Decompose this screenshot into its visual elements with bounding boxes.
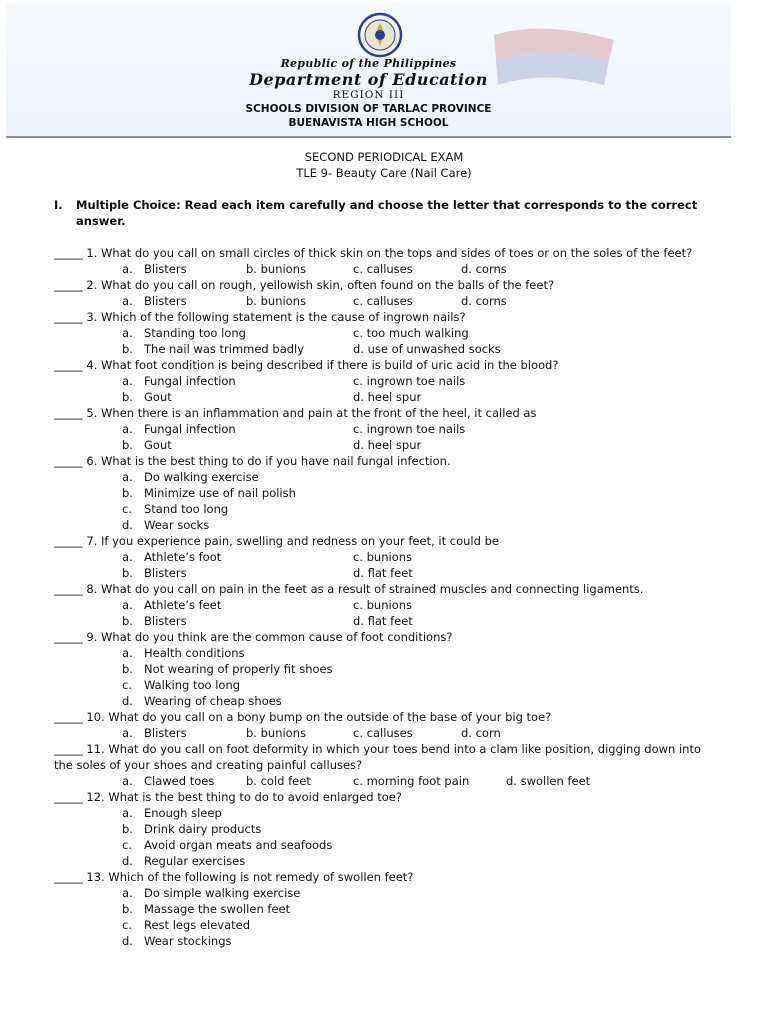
option-letter: b. [122,566,133,580]
exam-subject: TLE 9- Beauty Care (Nail Care) [296,166,472,180]
instructions-text: Multiple Choice: Read each item carefully and choose the letter that corresponds to the correct answer. [76,198,698,228]
option-letter: d. [122,694,133,708]
answer-options [54,373,719,405]
answer-options [54,261,719,277]
answer-option [54,485,719,501]
answer-option [246,773,311,789]
option-text: Rest legs elevated [144,918,251,932]
option-letter: a. [122,646,133,660]
republic-heading: Republic of the Philippines [280,57,457,70]
answer-option [353,773,469,789]
answer-option [54,501,719,517]
option-row [54,565,719,581]
option-text: Stand too long [144,502,229,516]
option-letter: a. [122,374,133,388]
option-letter: a. [122,726,133,740]
option-text: Fungal infection [144,422,236,436]
option-text: Gout [144,390,172,404]
option-row [54,293,719,309]
option-letter: b. [122,342,133,356]
option-letter: d. [122,518,133,532]
option-text: d. corns [461,262,507,276]
answer-option [122,325,246,341]
answer-option [122,341,304,357]
option-text: b. cold feet [246,774,311,788]
answer-option [353,261,413,277]
answer-options [54,885,719,949]
option-row [54,261,719,277]
answer-option [353,549,412,565]
option-text: Minimize use of nail polish [144,486,296,500]
option-text: c. calluses [353,294,413,308]
option-text: c. calluses [353,726,413,740]
question-text: _____ 10. What do you call on a bony bump on the outside of the base of your big toe? [54,710,552,724]
option-letter: a. [122,470,133,484]
answer-option [122,293,187,309]
division-heading: SCHOOLS DIVISION OF TARLAC PROVINCE [245,103,492,115]
answer-option [353,565,413,581]
answer-option [54,805,719,821]
answer-options [54,549,719,581]
answer-option [353,373,465,389]
answer-option [54,821,719,837]
question-item [54,789,719,869]
answer-option [353,421,465,437]
question-item [54,245,719,277]
option-letter: a. [122,262,133,276]
option-letter: b. [122,390,133,404]
question-item [54,357,719,405]
section-number: I. [54,198,63,212]
option-letter: a. [122,598,133,612]
question-item [54,405,719,453]
option-text: c. bunions [353,598,413,612]
question-item [54,709,719,741]
option-text: Health conditions [144,646,245,660]
option-text: b. bunions [246,262,306,276]
question-text: _____ 5. When there is an inflammation and pain at the front of the heel, it called as [54,406,537,420]
answer-option [122,549,221,565]
option-text: c. too much walking [353,326,469,340]
option-letter: d. [122,854,133,868]
answer-option [54,837,719,853]
option-row [54,421,719,437]
question-text: _____ 9. What do you think are the common cause of foot conditions? [54,630,453,644]
question-item [54,309,719,357]
answer-options [54,325,719,357]
option-text: Enough sleep [144,806,222,820]
answer-option [54,693,719,709]
answer-options [54,469,719,533]
exam-title: SECOND PERIODICAL EXAM [304,150,464,164]
answer-option [353,293,413,309]
header-divider [6,136,731,138]
answer-option [122,597,221,613]
option-row [54,389,719,405]
option-text: d. flat feet [353,614,413,628]
answer-option [461,725,501,741]
answer-option [122,613,187,629]
option-row [54,341,719,357]
option-text: c. ingrown toe nails [353,422,466,436]
option-text: Do simple walking exercise [144,886,301,900]
option-letter: b. [122,438,133,452]
question-text: _____ 6. What is the best thing to do if you have nail fungal infection. [54,454,451,468]
answer-option [122,373,236,389]
department-heading: Department of Education [249,70,488,89]
option-row [54,597,719,613]
answer-option [54,917,719,933]
option-text: Do walking exercise [144,470,259,484]
question-item [54,741,719,789]
option-text: b. bunions [246,726,306,740]
option-text: c. morning foot pain [353,774,470,788]
option-text: Athlete’s foot [144,550,222,564]
option-letter: b. [122,662,133,676]
option-letter: c. [122,838,132,852]
answer-option [353,341,501,357]
answer-option [54,661,719,677]
answer-option [54,469,719,485]
answer-option [54,853,719,869]
question-item [54,629,719,709]
question-item [54,453,719,533]
option-text: c. calluses [353,262,413,276]
option-text: Blisters [144,614,187,628]
option-text: Walking too long [144,678,241,692]
option-letter: a. [122,886,133,900]
answer-option [353,437,421,453]
letterhead [6,3,731,138]
option-text: d. swollen feet [506,774,591,788]
option-text: Standing too long [144,326,246,340]
option-text: Clawed toes [144,774,215,788]
option-text: Blisters [144,262,187,276]
option-row [54,325,719,341]
answer-option [122,773,214,789]
option-text: d. use of unwashed socks [353,342,501,356]
option-row [54,373,719,389]
option-row [54,549,719,565]
answer-option [122,437,172,453]
option-letter: d. [122,934,133,948]
option-text: Drink dairy products [144,822,262,836]
answer-option [54,677,719,693]
option-row [54,437,719,453]
answer-option [122,725,187,741]
answer-option [122,421,236,437]
answer-option [353,725,413,741]
option-text: d. corn [461,726,501,740]
answer-option [461,293,507,309]
question-list [54,245,719,949]
question-text: _____ 1. What do you call on small circles of thick skin on the tops and sides of toes or on the soles of the feet? [54,246,693,260]
option-text: Fungal infection [144,374,236,388]
option-letter: b. [122,902,133,916]
region-heading: REGION III [332,89,405,101]
option-letter: b. [122,614,133,628]
option-text: Wear stockings [144,934,232,948]
option-text: d. heel spur [353,438,422,452]
answer-option [246,293,306,309]
answer-options [54,725,719,741]
deped-seal-icon [357,12,403,58]
question-item [54,533,719,581]
section-instructions [54,197,714,229]
option-text: d. corns [461,294,507,308]
question-item [54,277,719,309]
question-item [54,581,719,629]
answer-option [353,597,412,613]
option-letter: c. [122,918,132,932]
option-letter: a. [122,550,133,564]
answer-option [353,389,421,405]
option-text: Not wearing of properly fit shoes [144,662,333,676]
option-letter: c. [122,678,132,692]
option-text: Wearing of cheap shoes [144,694,282,708]
option-row [54,613,719,629]
answer-option [461,261,507,277]
question-text: _____ 12. What is the best thing to do to avoid enlarged toe? [54,790,402,804]
answer-option [246,261,306,277]
question-text: _____ 13. Which of the following is not remedy of swollen feet? [54,870,414,884]
option-letter: b. [122,822,133,836]
option-text: Athlete’s feet [144,598,222,612]
answer-options [54,773,719,789]
answer-options [54,805,719,869]
option-text: c. ingrown toe nails [353,374,466,388]
question-text: _____ 3. Which of the following statement is the cause of ingrown nails? [54,310,466,324]
answer-options [54,645,719,709]
option-text: c. bunions [353,550,413,564]
answer-option [54,517,719,533]
answer-option [353,325,469,341]
answer-option [246,725,306,741]
option-text: Blisters [144,726,187,740]
option-text: b. bunions [246,294,306,308]
question-text: _____ 4. What foot condition is being described if there is build of uric acid in the blood? [54,358,559,372]
answer-options [54,421,719,453]
option-text: Avoid organ meats and seafoods [144,838,333,852]
option-text: Gout [144,438,172,452]
answer-option [122,261,187,277]
answer-option [506,773,590,789]
option-text: Blisters [144,294,187,308]
question-text: _____ 11. What do you call on foot deformity in which your toes bend into a clam like position, digging down into the soles of your shoes and creating painful calluses? [54,742,702,772]
option-letter: b. [122,486,133,500]
option-letter: a. [122,774,133,788]
question-text: _____ 7. If you experience pain, swelling and redness on your feet, it could be [54,534,499,548]
answer-option [54,901,719,917]
option-text: Wear socks [144,518,210,532]
option-letter: a. [122,422,133,436]
option-text: d. heel spur [353,390,422,404]
option-text: Regular exercises [144,854,246,868]
answer-options [54,597,719,629]
answer-option [122,565,187,581]
question-text: _____ 8. What do you call on pain in the feet as a result of strained muscles and connecting ligaments. [54,582,644,596]
answer-option [54,645,719,661]
option-text: d. flat feet [353,566,413,580]
question-item [54,869,719,949]
answer-options [54,293,719,309]
option-row [54,725,719,741]
option-text: Massage the swollen feet [144,902,291,916]
option-row [54,773,719,789]
answer-option [54,933,719,949]
answer-option [54,885,719,901]
option-letter: c. [122,502,132,516]
answer-option [122,389,172,405]
option-text: Blisters [144,566,187,580]
option-letter: a. [122,326,133,340]
option-text: The nail was trimmed badly [144,342,305,356]
answer-option [353,613,413,629]
option-letter: a. [122,294,133,308]
option-letter: a. [122,806,133,820]
question-text: _____ 2. What do you call on rough, yellowish skin, often found on the balls of the feet? [54,278,555,292]
school-heading: BUENAVISTA HIGH SCHOOL [288,117,449,129]
